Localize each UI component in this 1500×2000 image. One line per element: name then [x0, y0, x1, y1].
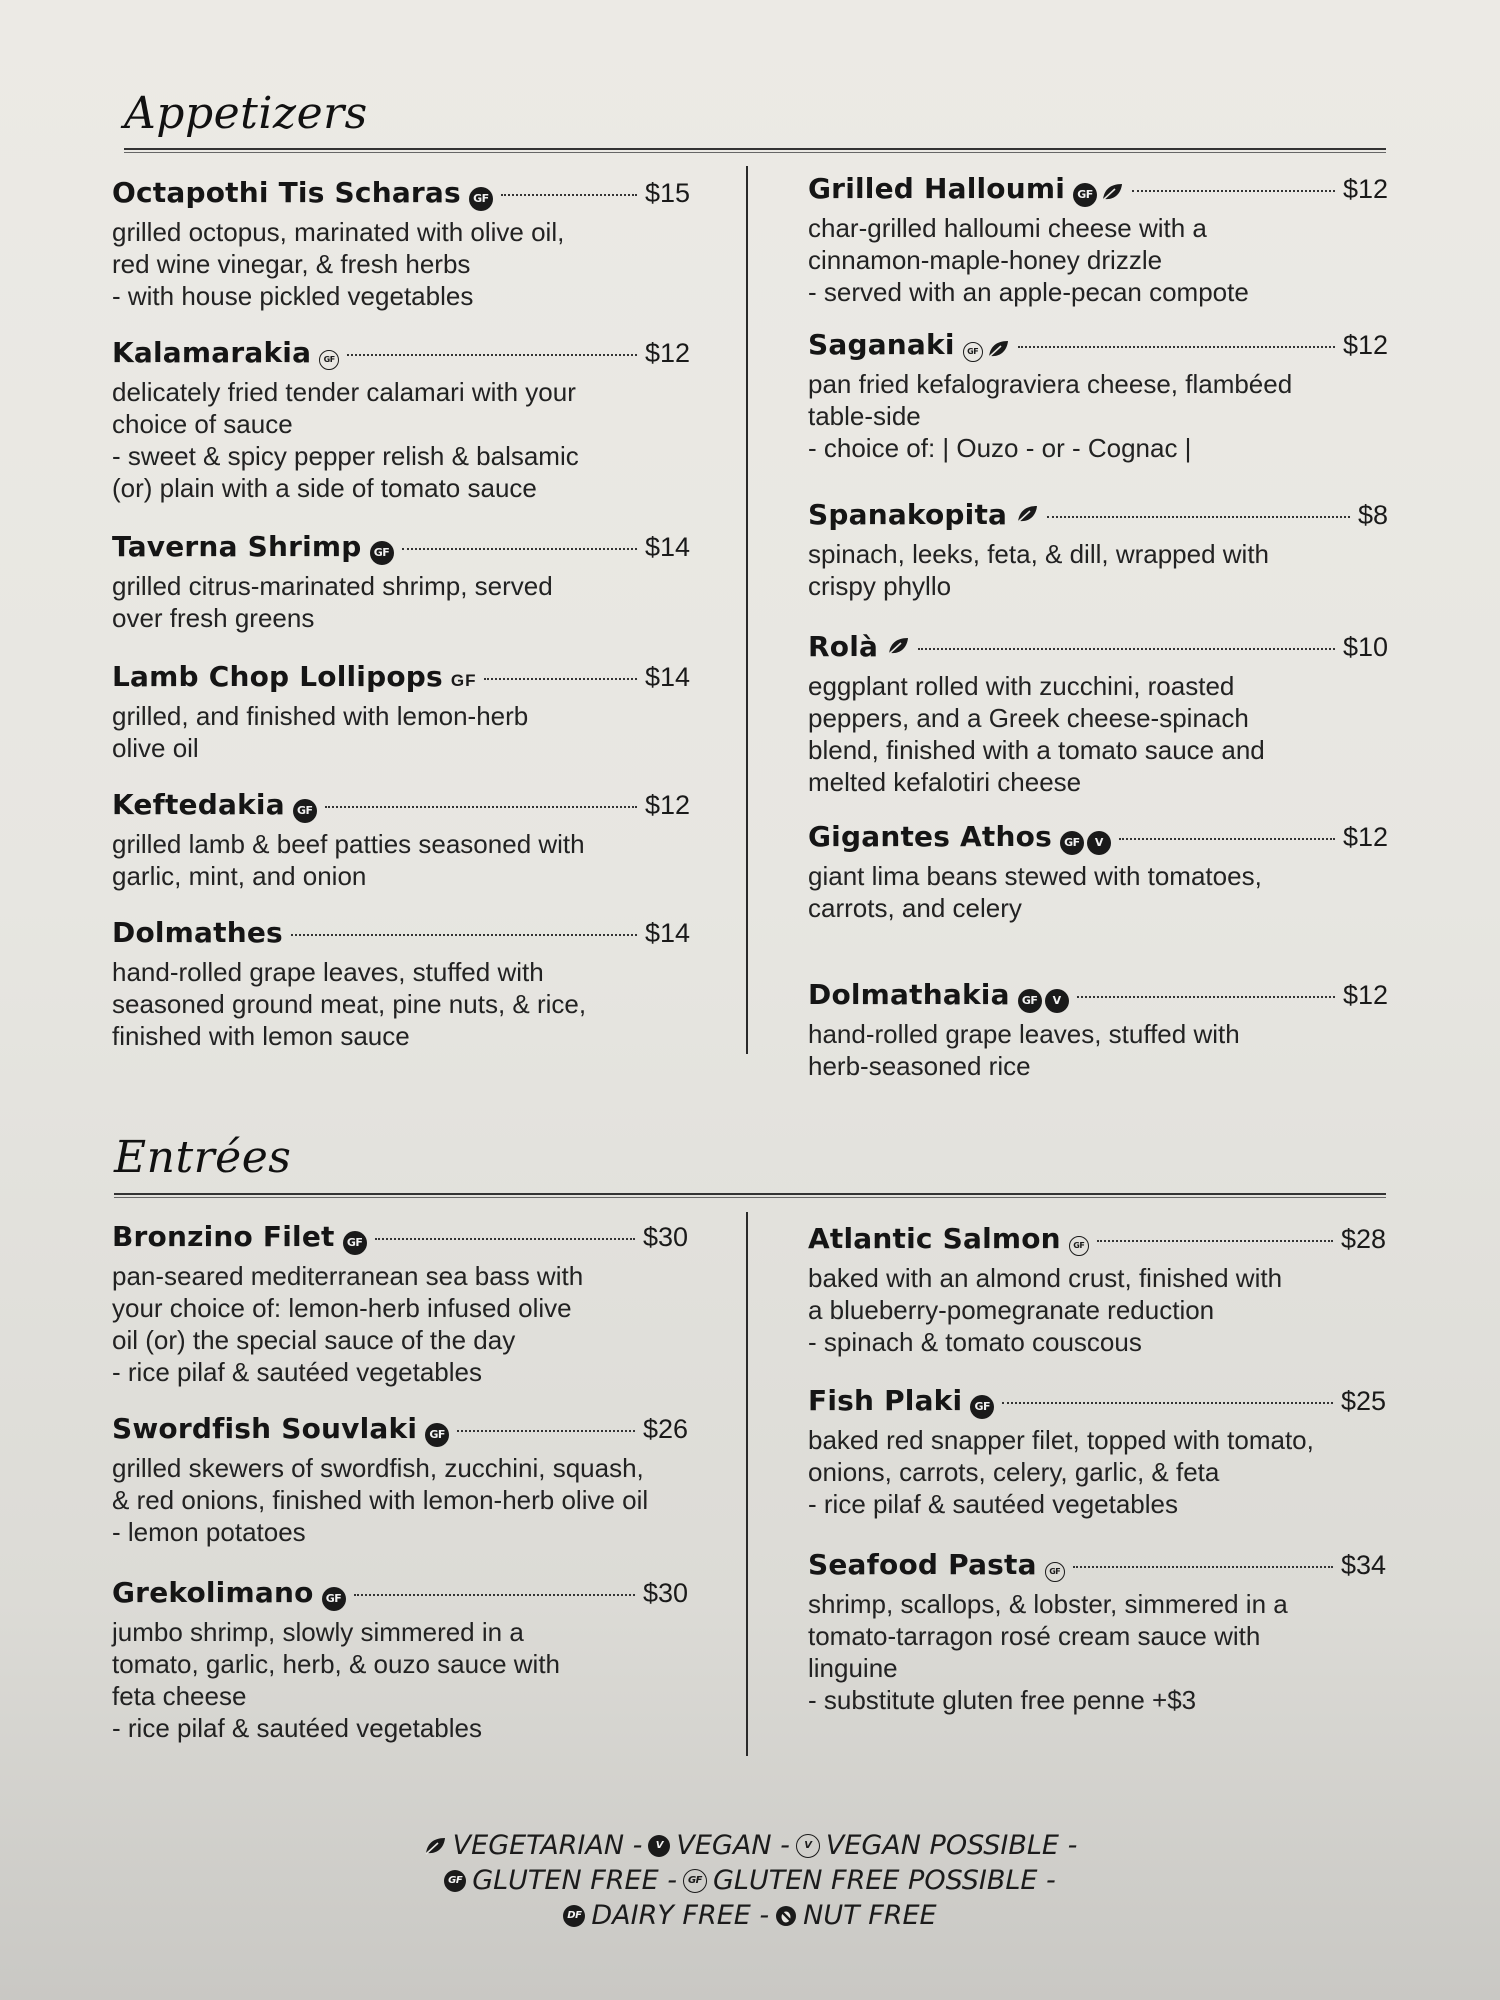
- dietary-tags: [970, 1395, 994, 1419]
- menu-item-description: [808, 212, 1388, 308]
- dietary-tags: [319, 350, 339, 370]
- dot-leader: [1073, 1566, 1333, 1568]
- dietary-tags: [293, 799, 317, 823]
- menu-item-description: [112, 1452, 688, 1548]
- menu-item-name: Fish Plaki: [808, 1384, 963, 1417]
- menu-item-header: [808, 498, 1388, 538]
- menu-item-description: [808, 1588, 1386, 1716]
- description-line: seasoned ground meat, pine nuts, & rice,: [112, 989, 587, 1019]
- dietary-tags: [1073, 182, 1124, 207]
- menu-item: [112, 1576, 688, 1744]
- description-line: - rice pilaf & sautéed vegetables: [112, 1713, 482, 1743]
- description-line: - spinach & tomato couscous: [808, 1327, 1142, 1357]
- legend-vegan-possible: VEGAN POSSIBLE -: [825, 1830, 1078, 1861]
- menu-item-name: Swordfish Souvlaki: [112, 1412, 418, 1445]
- menu-item: [808, 820, 1388, 924]
- description-line: linguine: [808, 1653, 898, 1683]
- menu-item: [112, 660, 690, 764]
- menu-item-description: [112, 216, 690, 312]
- gluten-free-icon: GF: [322, 1587, 346, 1611]
- gluten-free-icon: GF: [343, 1231, 367, 1255]
- menu-item-header: [112, 788, 690, 828]
- description-line: eggplant rolled with zucchini, roasted: [808, 671, 1235, 701]
- menu-item: [112, 176, 690, 312]
- gluten-free-icon: GF: [293, 799, 317, 823]
- menu-item-name: Atlantic Salmon: [808, 1222, 1061, 1255]
- description-line: garlic, mint, and onion: [112, 861, 367, 891]
- dot-leader: [1047, 516, 1350, 518]
- dietary-tags: [469, 187, 493, 211]
- legend-line-3: [0, 1898, 1500, 1933]
- gluten-free-icon: GF: [1060, 831, 1084, 855]
- dot-leader: [1002, 1402, 1333, 1404]
- description-line: onions, carrots, celery, garlic, & feta: [808, 1457, 1220, 1487]
- description-line: peppers, and a Greek cheese-spinach: [808, 703, 1249, 733]
- gluten-free-icon: GF: [444, 1870, 466, 1892]
- gluten-free-icon: GF: [469, 187, 493, 211]
- description-line: finished with lemon sauce: [112, 1021, 410, 1051]
- menu-item-price: $30: [642, 1222, 688, 1252]
- menu-item-name: Kalamarakia: [112, 336, 312, 369]
- gluten-free-icon: GF: [370, 541, 394, 565]
- dot-leader: [325, 806, 637, 808]
- dietary-tags: [343, 1231, 367, 1255]
- menu-item-name: Spanakopita: [808, 498, 1008, 531]
- dot-leader: [375, 1238, 635, 1240]
- legend-gluten-free-possible: GLUTEN FREE POSSIBLE -: [712, 1865, 1056, 1896]
- description-line: delicately fried tender calamari with your: [112, 377, 576, 407]
- menu-item-price: $12: [1342, 822, 1388, 852]
- menu-item: [808, 1384, 1386, 1520]
- menu-item-header: [112, 1220, 688, 1260]
- menu-item-header: [808, 172, 1388, 212]
- description-line: feta cheese: [112, 1681, 247, 1711]
- dietary-tags: [370, 541, 394, 565]
- menu-item: [112, 788, 690, 892]
- dietary-tags: [1018, 989, 1069, 1013]
- menu-item-price: $12: [1342, 980, 1388, 1010]
- dietary-tags: [425, 1423, 449, 1447]
- menu-item-description: [808, 670, 1388, 798]
- gluten-free-possible-icon: GF: [963, 342, 983, 362]
- description-line: - lemon potatoes: [112, 1517, 306, 1547]
- legend-gluten-free: GLUTEN FREE -: [472, 1865, 677, 1896]
- dot-leader: [918, 648, 1335, 650]
- menu-item-name: Gigantes Athos: [808, 820, 1052, 853]
- description-line: baked red snapper filet, topped with tomato,: [808, 1425, 1314, 1455]
- gluten-free-text-icon: GF: [450, 671, 477, 690]
- gluten-free-possible-icon: GF: [319, 350, 339, 370]
- dietary-tags: [1045, 1562, 1065, 1582]
- menu-item-price: $26: [642, 1414, 688, 1444]
- dot-leader: [354, 1594, 635, 1596]
- description-line: jumbo shrimp, slowly simmered in a: [112, 1617, 524, 1647]
- menu-item-name: Saganaki: [808, 328, 955, 361]
- menu-item-header: [808, 1222, 1386, 1262]
- vegan-possible-icon: V: [796, 1834, 820, 1858]
- menu-item-header: [112, 176, 690, 216]
- legend-nut-free: NUT FREE: [803, 1900, 937, 1931]
- description-line: shrimp, scallops, & lobster, simmered in a: [808, 1589, 1288, 1619]
- gluten-free-icon: GF: [970, 1395, 994, 1419]
- menu-item-price: $12: [644, 338, 690, 368]
- menu-item-description: [808, 368, 1388, 464]
- menu-item: [112, 530, 690, 634]
- dietary-tags: [1060, 831, 1111, 855]
- dot-leader: [291, 934, 637, 936]
- appetizers-title: Appetizers: [124, 88, 368, 139]
- menu-item-description: [112, 700, 690, 764]
- description-line: - served with an apple-pecan compote: [808, 277, 1249, 307]
- menu-item: [112, 916, 690, 1052]
- menu-item: [808, 978, 1388, 1082]
- menu-item-name: Octapothi Tis Scharas: [112, 176, 461, 209]
- gluten-free-icon: GF: [1073, 183, 1097, 207]
- description-line: oil (or) the special sauce of the day: [112, 1325, 516, 1355]
- menu-item-description: [112, 570, 690, 634]
- dietary-tags: [451, 671, 477, 691]
- menu-item-name: Dolmathakia: [808, 978, 1010, 1011]
- vegetarian-leaf-icon: [423, 1836, 447, 1856]
- entrees-title: Entrées: [114, 1132, 292, 1183]
- description-line: melted kefalotiri cheese: [808, 767, 1082, 797]
- menu-item-price: $28: [1340, 1224, 1386, 1254]
- menu-item: [808, 1222, 1386, 1358]
- menu-item-header: [808, 978, 1388, 1018]
- menu-item-header: [808, 630, 1388, 670]
- menu-item: [808, 328, 1388, 464]
- menu-item-description: [808, 1424, 1386, 1520]
- menu-item-header: [808, 820, 1388, 860]
- menu-item: [112, 336, 690, 504]
- menu-item: [808, 1548, 1386, 1716]
- description-line: tomato-tarragon rosé cream sauce with: [808, 1621, 1261, 1651]
- dietary-tags: [963, 339, 1010, 364]
- dot-leader: [501, 194, 637, 196]
- menu-item-header: [112, 916, 690, 956]
- menu-item-description: [112, 956, 690, 1052]
- menu-item-description: [112, 376, 690, 504]
- description-line: a blueberry-pomegranate reduction: [808, 1295, 1215, 1325]
- menu-item-price: $12: [1342, 174, 1388, 204]
- menu-item-price: $34: [1340, 1550, 1386, 1580]
- description-line: - substitute gluten free penne +$3: [808, 1685, 1197, 1715]
- description-line: - choice of: | Ouzo - or - Cognac |: [808, 433, 1192, 463]
- vegan-icon: V: [1045, 989, 1069, 1013]
- description-line: tomato, garlic, herb, & ouzo sauce with: [112, 1649, 561, 1679]
- entrees-column-divider: [746, 1212, 748, 1756]
- vegan-icon: V: [1087, 831, 1111, 855]
- menu-item-name: Seafood Pasta: [808, 1548, 1037, 1581]
- description-line: hand-rolled grape leaves, stuffed with: [112, 957, 544, 987]
- entrees-divider: [114, 1193, 1386, 1198]
- vegetarian-leaf-icon: [886, 636, 910, 661]
- description-line: grilled citrus-marinated shrimp, served: [112, 571, 553, 601]
- menu-item-header: [808, 1384, 1386, 1424]
- menu-item-price: $15: [644, 178, 690, 208]
- dot-leader: [1077, 996, 1335, 998]
- menu-item-price: $14: [644, 918, 690, 948]
- appetizers-column-divider: [746, 166, 748, 1054]
- description-line: choice of sauce: [112, 409, 293, 439]
- menu-item-description: [808, 1018, 1388, 1082]
- description-line: cinnamon-maple-honey drizzle: [808, 245, 1163, 275]
- gluten-free-possible-icon: GF: [1069, 1236, 1089, 1256]
- menu-item-name: Taverna Shrimp: [112, 530, 362, 563]
- dot-leader: [347, 354, 637, 356]
- gluten-free-possible-icon: GF: [1045, 1562, 1065, 1582]
- dietary-legend: [0, 1828, 1500, 1933]
- dietary-tags: [886, 636, 910, 661]
- menu-item-name: Grekolimano: [112, 1576, 314, 1609]
- legend-vegetarian: VEGETARIAN -: [452, 1830, 643, 1861]
- menu-item-description: [808, 538, 1388, 602]
- description-line: - with house pickled vegetables: [112, 281, 474, 311]
- description-line: your choice of: lemon-herb infused olive: [112, 1293, 572, 1323]
- menu-item-name: Bronzino Filet: [112, 1220, 335, 1253]
- menu-item-price: $10: [1342, 632, 1388, 662]
- description-line: - rice pilaf & sautéed vegetables: [808, 1489, 1178, 1519]
- description-line: carrots, and celery: [808, 893, 1022, 923]
- description-line: table-side: [808, 401, 921, 431]
- description-line: red wine vinegar, & fresh herbs: [112, 249, 471, 279]
- description-line: char-grilled halloumi cheese with a: [808, 213, 1207, 243]
- menu-item-header: [808, 328, 1388, 368]
- menu-item-header: [112, 1412, 688, 1452]
- menu-item-price: $25: [1340, 1386, 1386, 1416]
- dot-leader: [1119, 838, 1335, 840]
- appetizers-divider: [124, 148, 1386, 153]
- legend-vegan: VEGAN -: [676, 1830, 790, 1861]
- vegetarian-leaf-icon: [986, 339, 1010, 364]
- menu-item: [808, 172, 1388, 308]
- dietary-tags: [1069, 1236, 1089, 1256]
- legend-line-2: [0, 1863, 1500, 1898]
- dot-leader: [1018, 346, 1335, 348]
- menu-item-name: Keftedakia: [112, 788, 285, 821]
- menu-item-price: $8: [1357, 500, 1388, 530]
- description-line: herb-seasoned rice: [808, 1051, 1031, 1081]
- description-line: pan-seared mediterranean sea bass with: [112, 1261, 584, 1291]
- description-line: grilled lamb & beef patties seasoned with: [112, 829, 585, 859]
- description-line: baked with an almond crust, finished with: [808, 1263, 1283, 1293]
- description-line: crispy phyllo: [808, 571, 952, 601]
- menu-item: [808, 630, 1388, 798]
- menu-item-description: [112, 1260, 688, 1388]
- menu-item-price: $30: [642, 1578, 688, 1608]
- legend-line-1: [0, 1828, 1500, 1863]
- dietary-tags: [1015, 504, 1039, 529]
- gluten-free-possible-icon: GF: [683, 1869, 707, 1893]
- menu-item-header: [112, 530, 690, 570]
- dairy-free-icon: DF: [563, 1905, 585, 1927]
- menu-item-header: [112, 660, 690, 700]
- dot-leader: [1097, 1240, 1333, 1242]
- description-line: hand-rolled grape leaves, stuffed with: [808, 1019, 1240, 1049]
- menu-item-name: Lamb Chop Lollipops: [112, 660, 443, 693]
- nut-free-icon: [775, 1905, 797, 1927]
- menu-item-price: $14: [644, 532, 690, 562]
- description-line: & red onions, finished with lemon-herb olive oil: [112, 1485, 649, 1515]
- description-line: blend, finished with a tomato sauce and: [808, 735, 1265, 765]
- menu-item-description: [808, 860, 1388, 924]
- description-line: olive oil: [112, 733, 199, 763]
- menu-item-name: Dolmathes: [112, 916, 283, 949]
- menu-item: [808, 498, 1388, 602]
- dot-leader: [484, 678, 636, 680]
- description-line: grilled skewers of swordfish, zucchini, squash,: [112, 1453, 644, 1483]
- menu-item-name: Grilled Halloumi: [808, 172, 1066, 205]
- description-line: grilled, and finished with lemon-herb: [112, 701, 529, 731]
- menu-item-header: [808, 1548, 1386, 1588]
- vegetarian-leaf-icon: [1015, 504, 1039, 529]
- description-line: - rice pilaf & sautéed vegetables: [112, 1357, 482, 1387]
- vegetarian-leaf-icon: [1100, 182, 1124, 207]
- legend-dairy-free: DAIRY FREE -: [591, 1900, 770, 1931]
- gluten-free-icon: GF: [425, 1423, 449, 1447]
- dot-leader: [402, 548, 637, 550]
- vegan-icon: V: [648, 1835, 670, 1857]
- description-line: (or) plain with a side of tomato sauce: [112, 473, 537, 503]
- description-line: pan fried kefalograviera cheese, flambéed: [808, 369, 1293, 399]
- description-line: giant lima beans stewed with tomatoes,: [808, 861, 1262, 891]
- menu-item-description: [112, 828, 690, 892]
- description-line: over fresh greens: [112, 603, 315, 633]
- dot-leader: [457, 1430, 635, 1432]
- description-line: - sweet & spicy pepper relish & balsamic: [112, 441, 579, 471]
- menu-item-description: [808, 1262, 1386, 1358]
- menu-item-header: [112, 336, 690, 376]
- menu-item-price: $12: [644, 790, 690, 820]
- menu-item-header: [112, 1576, 688, 1616]
- dietary-tags: [322, 1587, 346, 1611]
- dot-leader: [1132, 190, 1335, 192]
- menu-item: [112, 1220, 688, 1388]
- menu-item-price: $14: [644, 662, 690, 692]
- gluten-free-icon: GF: [1018, 989, 1042, 1013]
- description-line: grilled octopus, marinated with olive oil,: [112, 217, 565, 247]
- menu-item: [112, 1412, 688, 1548]
- menu-item-name: Rolà: [808, 630, 879, 663]
- menu-item-price: $12: [1342, 330, 1388, 360]
- menu-item-description: [112, 1616, 688, 1744]
- description-line: spinach, leeks, feta, & dill, wrapped with: [808, 539, 1270, 569]
